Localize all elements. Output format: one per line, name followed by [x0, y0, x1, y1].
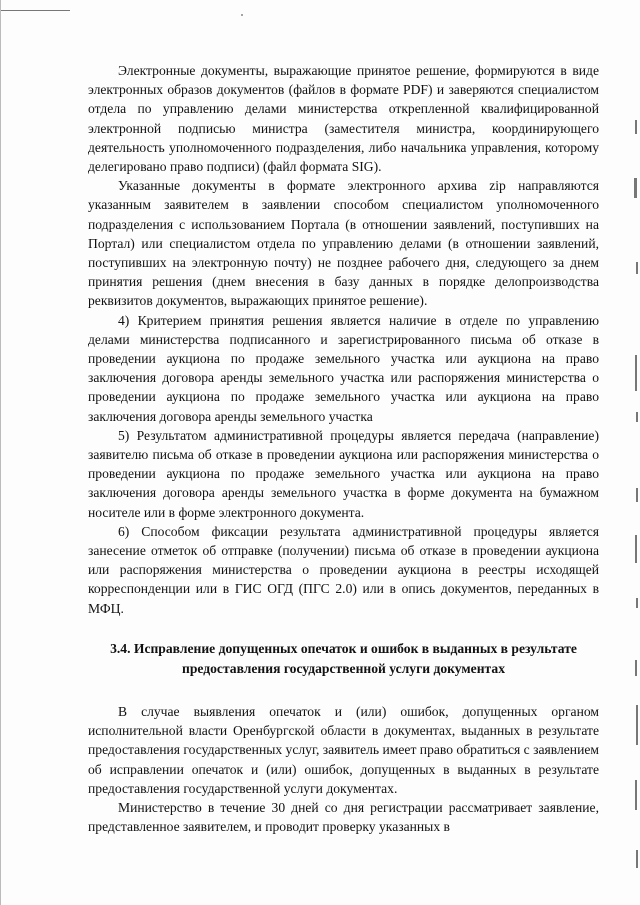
scan-edge-mark	[636, 850, 638, 868]
body-paragraph: 6) Способом фиксации результата административной процедуры является занесение отметок об отправке (получении) письма об отказе в проведении аукциона или распоряжения министерства о проведении аукциона в реестры исходящей корреспонденции или в ГИС ОГД (ПГС 2.0) или в опись документов, переданных в МФЦ.	[88, 523, 599, 616]
body-paragraph: Указанные документы в формате электронного архива zip направляются указанным заявителем в заявлении способом специалистом уполномоченного подразделения с использованием Портала (в отношении заявлений, поступивших на Портал) или специалистом отдела по управлению делами (в отношении заявлений, поступивших на электронную почту) не позднее рабочего дня, следующего за днем принятия решения (днем внесения в базу данных в порядке делопроизводства реквизитов документов, выражающих принятое решение).	[88, 178, 599, 309]
scan-edge-mark	[635, 535, 637, 563]
body-paragraph: Министерство в течение 30 дней со дня регистрации рассматривает заявление, представленное заявителем, и проводит проверку указанных в	[88, 799, 599, 835]
scan-edge-mark	[635, 780, 637, 810]
scan-edge-mark	[636, 488, 638, 502]
body-paragraph: Электронные документы, выражающие принятое решение, формируются в виде электронных образов документов (файлов в формате PDF) и заверяются специалистом отдела по управлению делами министерства открепленной квалифицированной электронной подписью министра (заместителя министра, координирующего деятельность уполномоченного подразделения, либо начальника управления, которому делегировано право подписи) (файл формата SIG).	[88, 63, 599, 175]
body-paragraph: В случае выявления опечаток и (или) ошибок, допущенных органом исполнительной власти Оренбургской области в документах, выданных в результате предоставления государственных услуг, заявитель имеет право обратиться с заявлением об исправлении опечаток и (или) ошибок, допущенных в выданных в результате предоставления государственной услуги документах.	[88, 703, 599, 796]
scan-edge-mark	[634, 178, 637, 198]
scan-edge-mark	[0, 0, 1, 905]
document-body	[88, 61, 599, 836]
scan-edge-mark	[0, 10, 70, 11]
scan-edge-mark	[636, 262, 638, 274]
scan-edge-mark	[636, 705, 638, 745]
scan-dot	[241, 14, 243, 16]
body-paragraph: 5) Результатом административной процедуры является передача (направление) заявителю письма об отказе в проведении аукциона или распоряжения министерства о проведении аукциона по продаже земельного участка или аукциона на право заключения договора аренды земельного участка в форме документа на бумажном носителе или в форме электронного документа.	[88, 427, 599, 520]
scan-edge-mark	[636, 412, 638, 422]
scan-edge-mark	[635, 660, 637, 676]
body-paragraph: 4) Критерием принятия решения является наличие в отделе по управлению делами министерства подписанного и зарегистрированного письма об отказе в проведении аукциона по продаже земельного участка или аукциона на право заключения договора аренды земельного участка или распоряжения министерства о проведении аукциона по продаже земельного участка или аукциона на право заключения договора аренды земельного участка	[88, 312, 599, 424]
scan-edge-mark	[635, 120, 637, 134]
scan-edge-mark	[635, 355, 637, 391]
section-heading: 3.4. Исправление допущенных опечаток и ошибок в выданных в результате предоставления государственной услуги документах	[110, 640, 577, 676]
scan-edge-mark	[636, 598, 638, 608]
